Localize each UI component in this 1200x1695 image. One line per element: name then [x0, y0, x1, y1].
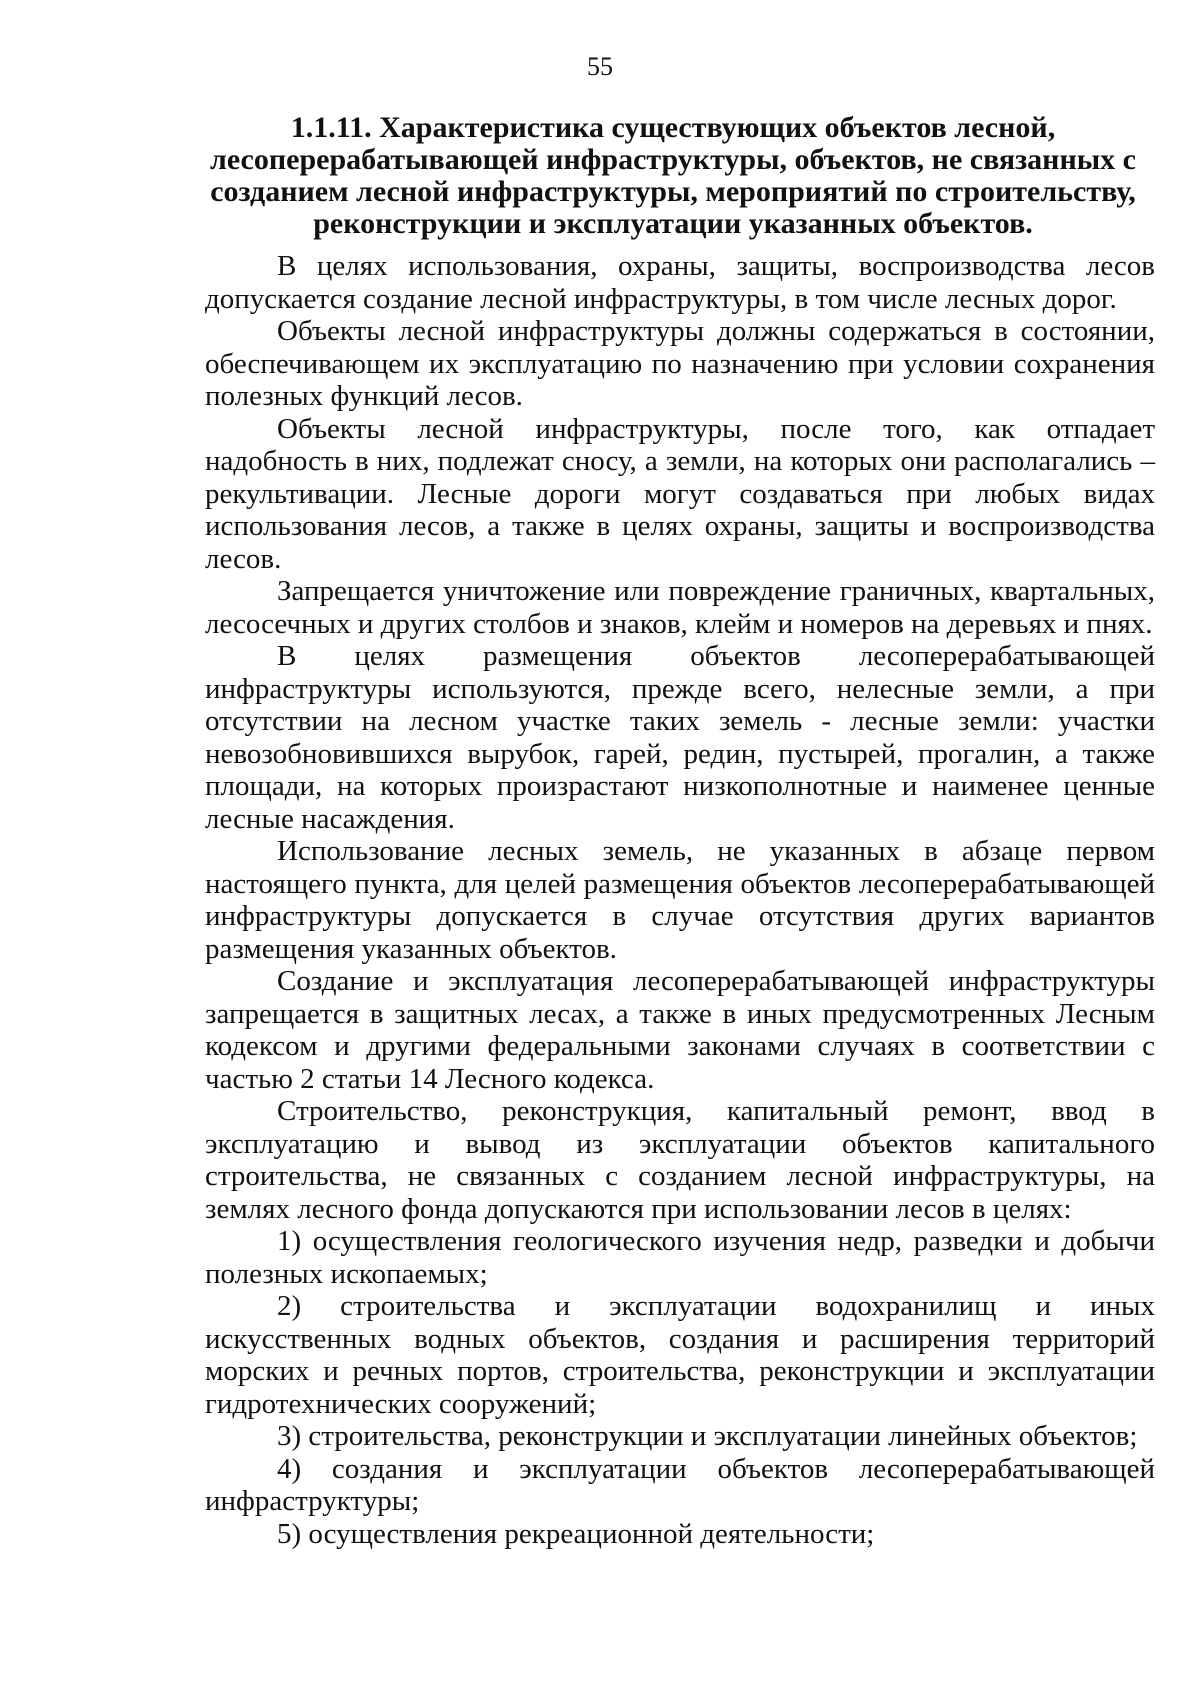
- list-item: 1) осуществления геологического изучения недр, разведки и добычи полезных ископаемых;: [205, 1225, 1155, 1290]
- body-paragraph: Объекты лесной инфраструктуры должны содержаться в состоянии, обеспечивающем их эксплуатацию по назначению при условии сохранения полезных функций лесов.: [205, 315, 1155, 412]
- body-paragraph: Запрещается уничтожение или повреждение граничных, квартальных, лесосечных и других столбов и знаков, клейм и номеров на деревьях и пнях.: [205, 575, 1155, 640]
- list-item: 3) строительства, реконструкции и эксплуатации линейных объектов;: [277, 1420, 1138, 1452]
- list-item: 5) осуществления рекреационной деятельности;: [277, 1517, 875, 1550]
- section-heading-line: 1.1.11. Характеристика существующих объектов лесной,: [290, 111, 1056, 144]
- body-paragraph: Объекты лесной инфраструктуры, после того, как отпадает надобность в них, подлежат сносу, а земли, на которых они располагались – рекультивации. Лесные дороги могут создаваться при любых видах использования лесов, а также в целях охраны, защиты и воспроизводства лесов.: [205, 412, 1155, 575]
- body-paragraph: Строительство, реконструкция, капитальный ремонт, ввод в эксплуатацию и вывод из эксплуатации объектов капитального строительства, не связанных с созданием лесной инфраструктуры, на землях лесного фонда допускаются при использовании лесов в целях:: [205, 1095, 1155, 1225]
- section-heading-line: лесоперерабатывающей инфраструктуры, объектов, не связанных с: [210, 143, 1136, 176]
- list-item: 2) строительства и эксплуатации водохранилищ и иных искусственных водных объектов, создания и расширения территорий морских и речных портов, строительства, реконструкции и эксплуатации гидротехнических сооружений;: [205, 1290, 1155, 1420]
- section-heading: [190, 112, 1156, 240]
- body-paragraph: Использование лесных земель, не указанных в абзаце первом настоящего пункта, для целей размещения объектов лесоперерабатывающей инфраструктуры допускается в случае отсутствия других вариантов размещения указанных объектов.: [205, 835, 1155, 965]
- body-paragraph: Создание и эксплуатация лесоперерабатывающей инфраструктуры запрещается в защитных лесах, а также в иных предусмотренных Лесным кодексом и другими федеральными законами случаях в соответствии с частью 2 статьи 14 Лесного кодекса.: [205, 965, 1155, 1095]
- document-body: [205, 250, 1155, 1550]
- list-item: 4) создания и эксплуатации объектов лесоперерабатывающей инфраструктуры;: [205, 1452, 1155, 1517]
- page-number: 55: [587, 52, 613, 81]
- body-paragraph: В целях размещения объектов лесоперерабатывающей инфраструктуры используются, прежде всего, нелесные земли, а при отсутствии на лесном участке таких земель - лесные земли: участки невозобновившихся вырубок, гарей, редин, пустырей, прогалин, а также площади, на которых произрастают низкополнотные и наименее ценные лесные насаждения.: [205, 640, 1155, 835]
- section-heading-line: созданием лесной инфраструктуры, мероприятий по строительству,: [210, 175, 1136, 208]
- section-heading-line: реконструкции и эксплуатации указанных объектов.: [313, 207, 1033, 240]
- body-paragraph: В целях использования, охраны, защиты, воспроизводства лесов допускается создание лесной инфраструктуры, в том числе лесных дорог.: [205, 250, 1155, 315]
